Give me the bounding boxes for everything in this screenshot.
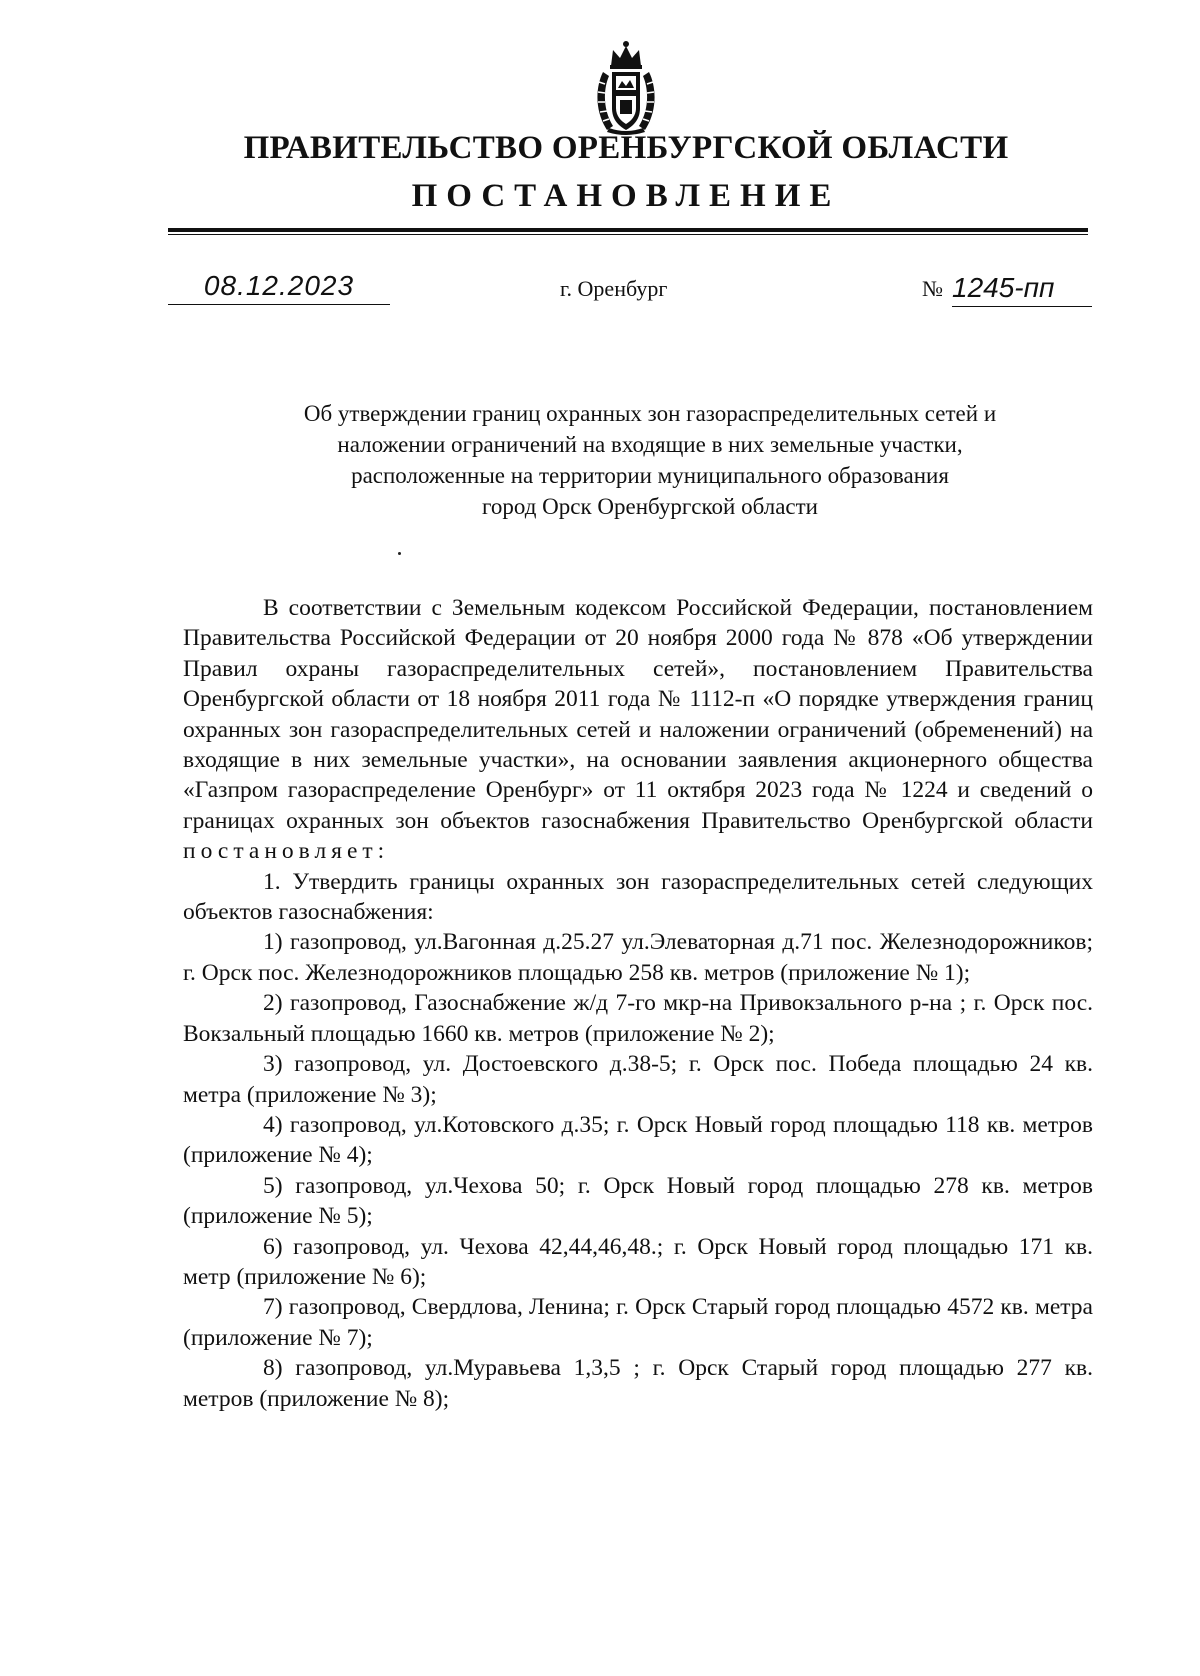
list-item: 8) газопровод, ул.Муравьева 1,3,5 ; г. Орск Старый город площадью 277 кв. метров (приложение № 8); [183,1355,1093,1412]
document-subject [220,398,1080,522]
subject-line: Об утверждении границ охранных зон газораспределительных сетей и [303,401,997,426]
number-sign: № [922,276,943,301]
subject-line: город Орск Оренбургской области [482,494,818,519]
list-item: 2) газопровод, Газоснабжение ж/д 7-го мкр-на Привокзального р-на ; г. Орск пос. Вокзальный площадью 1660 кв. метров (приложение № 2); [183,990,1093,1047]
list-item: 3) газопровод, ул. Достоевского д.38-5; г. Орск пос. Победа площадью 24 кв. метра (приложение № 3); [183,1051,1093,1108]
list-item: 6) газопровод, ул. Чехова 42,44,46,48.; г. Орск Новый город площадью 171 кв. метр (приложение № 6); [183,1233,1093,1290]
preamble-verb: постановляет: [183,838,390,865]
document-date: 08.12.2023 [168,268,390,305]
number-value: 1245-пп [952,270,1092,307]
org-title: ПРАВИТЕЛЬСТВО ОРЕНБУРГСКОЙ ОБЛАСТИ [243,130,1009,166]
list-item: 1) газопровод, ул.Вагонная д.25.27 ул.Элеваторная д.71 пос. Железнодорожников; г. Орск пос. Железнодорожников площадью 258 кв. метров (приложение № 1); [183,929,1093,986]
document-city: г. Оренбург [560,276,668,301]
subject-line: наложении ограничений на входящие в них земельные участки, [337,432,963,457]
clause-1: 1. Утвердить границы охранных зон газораспределительных сетей следующих объектов газоснабжения: [183,868,1093,926]
header-divider-thick [168,228,1088,232]
subject-line: расположенные на территории муниципального образования [351,463,949,488]
preamble-paragraph [183,593,1093,867]
list-item: 4) газопровод, ул.Котовского д.35; г. Орск Новый город площадью 118 кв. метров (приложение № 4); [183,1111,1093,1169]
preamble-text: В соответствии с Земельным кодексом Российской Федерации, постановлением Правительства Российской Федерации от 20 ноября 2000 года № 878 «Об утверждении Правил охраны газораспределительных сетей», постановлением Правительства Оренбургской области от 18 ноября 2011 года № 1112-п «О порядке утверждения границ охранных зон газораспределительных сетей и наложении ограничений (обременений) на входящие в них земельные участки», на основании заявления акционерного общества «Газпром газораспределение Оренбург» от 11 октября 2023 года № 1224 и сведений о границах охранных зон объектов газоснабжения Правительство Оренбургской области [183,595,1093,834]
document-type: ПОСТАНОВЛЕНИЕ [411,178,841,214]
coat-of-arms-icon [593,38,659,138]
list-item: 7) газопровод, Свердлова, Ленина; г. Орск Старый город площадью 4572 кв. метра (приложение № 7); [183,1294,1093,1351]
stray-mark [398,552,401,555]
document-body [183,593,1093,1414]
header-divider-thin [168,234,1088,235]
list-item: 5) газопровод, ул.Чехова 50; г. Орск Новый город площадью 278 кв. метров (приложение № 5); [183,1172,1093,1230]
document-number [922,270,1092,306]
